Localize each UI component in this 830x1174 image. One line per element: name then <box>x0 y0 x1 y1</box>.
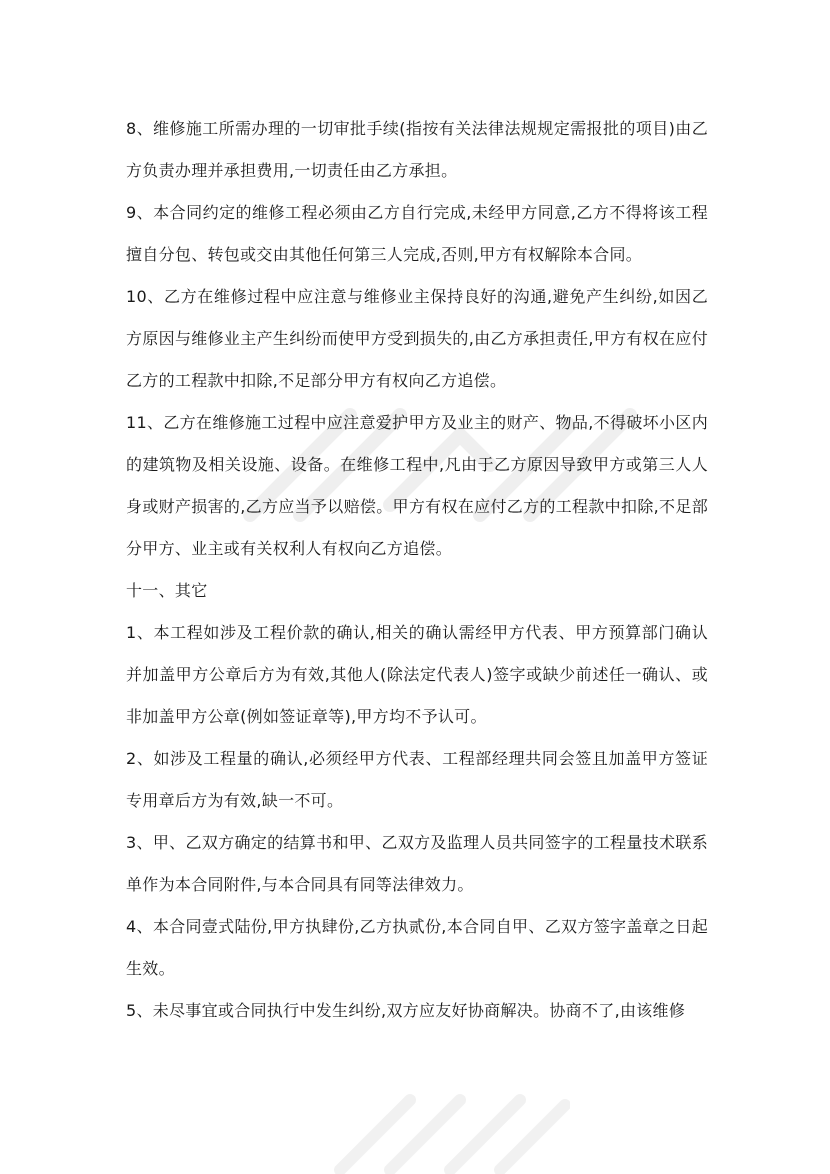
clause-9: 9、本合同约定的维修工程必须由乙方自行完成,未经甲方同意,乙方不得将该工程擅自分包、转包或交由其他任何第三人完成,否则,甲方有权解除本合同。 <box>126 203 708 264</box>
watermark-logo-bottom <box>330 1080 570 1174</box>
clause-8: 8、维修施工所需办理的一切审批手续(指按有关法律法规规定需报批的项目)由乙方负责办理并承担费用,一切责任由乙方承担。 <box>126 119 708 180</box>
clause-other-5: 5、未尽事宜或合同执行中发生纠纷,双方应友好协商解决。协商不了,由该维修 <box>126 1001 686 1020</box>
clause-11: 11、乙方在维修施工过程中应注意爱护甲方及业主的财产、物品,不得破坏小区内的建筑物及相关设施、设备。在维修工程中,凡由于乙方原因导致甲方或第三人人身或财产损害的,乙方应当予以赔偿。甲方有权在应付乙方的工程款中扣除,不足部分甲方、业主或有关权利人有权向乙方追偿。 <box>126 413 708 558</box>
clause-other-4: 4、本合同壹式陆份,甲方执肆份,乙方执贰份,本合同自甲、乙双方签字盖章之日起生效。 <box>126 917 708 978</box>
clause-10: 10、乙方在维修过程中应注意与维修业主保持良好的沟通,避免产生纠纷,如因乙方原因与维修业主产生纠纷而使甲方受到损失的,由乙方承担责任,甲方有权在应付乙方的工程款中扣除,不足部分甲方有权向乙方追偿。 <box>126 287 708 390</box>
clause-other-3: 3、甲、乙双方确定的结算书和甲、乙双方及监理人员共同签字的工程量技术联系单作为本合同附件,与本合同具有同等法律效力。 <box>126 833 708 894</box>
clause-other-2: 2、如涉及工程量的确认,必须经甲方代表、工程部经理共同会签且加盖甲方签证专用章后方为有效,缺一不可。 <box>126 749 708 810</box>
document-body <box>126 108 708 1032</box>
clause-other-1: 1、本工程如涉及工程价款的确认,相关的确认需经甲方代表、甲方预算部门确认并加盖甲方公章后方为有效,其他人(除法定代表人)签字或缺少前述任一确认、或非加盖甲方公章(例如签证章等),甲方均不予认可。 <box>126 623 708 726</box>
section-heading-other: 十一、其它 <box>126 581 208 600</box>
